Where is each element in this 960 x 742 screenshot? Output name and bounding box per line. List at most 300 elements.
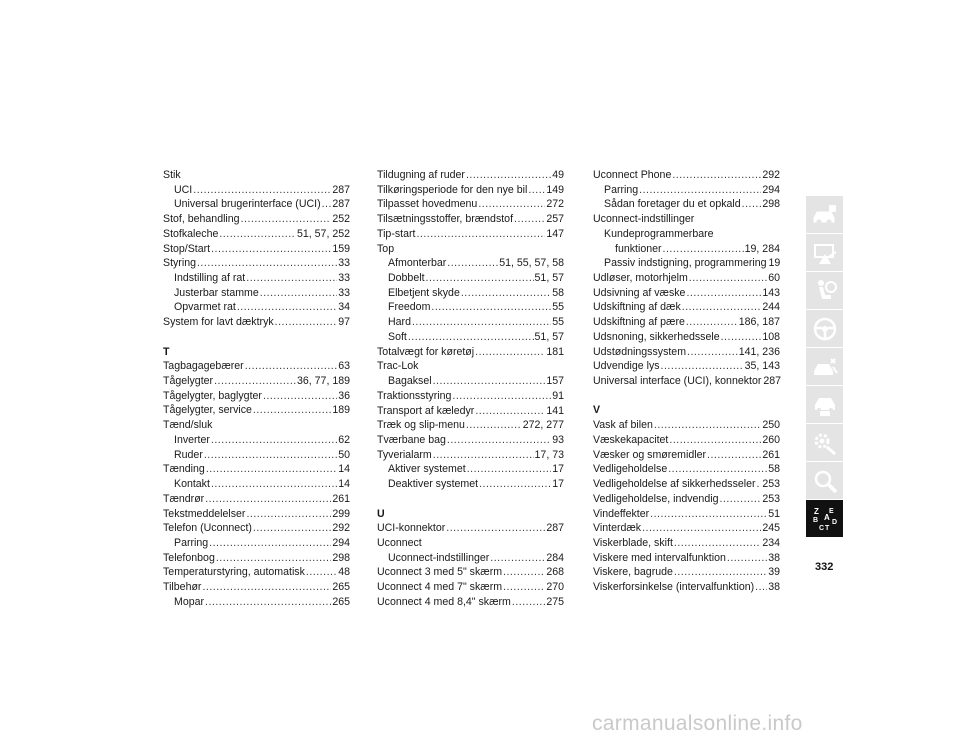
index-column-2	[377, 168, 564, 610]
index-entry	[593, 374, 780, 389]
page-reference: 38	[768, 581, 780, 594]
index-term: Tændrør	[163, 492, 205, 505]
index-column-3	[593, 168, 780, 595]
index-term: Udskiftning af pære	[593, 316, 685, 329]
index-entry	[593, 271, 780, 286]
dot-leader	[197, 256, 337, 271]
page-reference: 298	[332, 551, 350, 564]
page-reference: 19	[768, 257, 781, 270]
page-reference: 147	[546, 227, 564, 240]
index-term: Uconnect 4 med 7" skærm	[377, 581, 503, 594]
page-reference: 272, 277	[522, 419, 564, 432]
index-term: funktioner	[615, 242, 662, 255]
index-term: Udløser, motorhjelm	[593, 272, 688, 285]
page-reference: 60	[768, 272, 780, 285]
index-term: Tilpasset hovedmenu	[377, 198, 478, 211]
page-reference: 250	[762, 419, 780, 432]
dot-leader	[408, 330, 534, 345]
page-reference: 35, 143	[744, 360, 780, 373]
tab-car-crash[interactable]	[806, 348, 843, 385]
index-entry	[163, 242, 350, 257]
index-term: Vedligeholdelse	[593, 463, 668, 476]
dot-leader	[214, 374, 296, 389]
page-reference: 275	[546, 595, 564, 608]
page-reference: 33	[338, 286, 350, 299]
car-crash-icon	[811, 353, 839, 381]
index-term: Viskerforsinkelse (intervalfunktion)	[593, 581, 755, 594]
index-entry	[593, 536, 780, 551]
page-reference: 294	[762, 183, 780, 196]
index-term: Dobbelt	[388, 272, 425, 285]
index-term: Inverter	[174, 433, 210, 446]
index-term: Udsivning af væske	[593, 286, 686, 299]
dot-leader	[447, 433, 551, 448]
magnifier-icon	[811, 467, 839, 495]
page-reference: 14	[338, 478, 350, 491]
dot-leader	[650, 507, 767, 522]
page-reference: 261	[762, 448, 780, 461]
index-term: Viskere, bagrude	[593, 566, 673, 579]
dot-leader	[475, 345, 545, 360]
index-entry	[163, 580, 350, 595]
index-term: System for lavt dæktryk	[163, 316, 274, 329]
dot-leader	[674, 565, 767, 580]
dot-leader	[467, 462, 551, 477]
index-term: Uconnect 4 med 8,4" skærm	[377, 595, 511, 608]
index-entry	[163, 403, 350, 418]
page-reference: 17, 73	[534, 448, 564, 461]
index-entry	[377, 183, 564, 198]
index-letter: C	[818, 524, 824, 532]
dot-leader	[687, 345, 738, 360]
page-reference: 19, 284	[744, 242, 780, 255]
index-entry	[593, 345, 780, 360]
index-entry	[377, 433, 564, 448]
dot-leader	[479, 477, 551, 492]
index-letter: B	[812, 516, 818, 524]
dot-leader	[639, 183, 761, 198]
index-term: Tip-start	[377, 227, 416, 240]
index-term: Totalvægt for køretøj	[377, 345, 475, 358]
dot-leader	[466, 418, 522, 433]
index-entry	[377, 197, 564, 212]
dot-leader	[707, 448, 761, 463]
index-term: Indstilling af rat	[174, 272, 246, 285]
page-reference: 287	[763, 375, 782, 388]
index-entry	[163, 315, 350, 330]
dot-leader	[642, 521, 761, 536]
index-entry	[163, 433, 350, 448]
dashboard-warning-icon	[811, 239, 839, 267]
index-entry	[377, 448, 564, 463]
index-term: Udskiftning af dæk	[593, 301, 681, 314]
dot-leader	[512, 595, 545, 610]
index-term: Traktionsstyring	[377, 389, 452, 402]
dot-leader	[205, 492, 331, 507]
index-term: Viskere med intervalfunktion	[593, 551, 726, 564]
index-term: Justerbar stamme	[174, 286, 259, 299]
page-reference: 51, 57	[534, 272, 564, 285]
index-term: Tågelygter, service	[163, 404, 252, 417]
page-reference: 36	[338, 389, 350, 402]
index-term: Vedligeholdelse, indvendig	[593, 492, 719, 505]
page-reference: 299	[332, 507, 350, 520]
dot-leader	[211, 477, 337, 492]
index-entry	[377, 271, 564, 286]
page-reference: 58	[552, 286, 564, 299]
dot-leader	[246, 507, 331, 522]
page-reference: 149	[546, 183, 564, 196]
index-entry	[377, 315, 564, 330]
index-entry	[593, 418, 780, 433]
dot-leader	[211, 433, 337, 448]
dot-leader	[686, 315, 738, 330]
index-entry	[593, 565, 780, 580]
index-entry	[163, 565, 350, 580]
watermark: carmanualsonline.info	[592, 712, 803, 735]
index-term: Uconnect 3 med 5" skærm	[377, 566, 503, 579]
index-term: Transport af kæledyr	[377, 404, 475, 417]
page-reference: 50	[338, 448, 350, 461]
dot-leader	[461, 286, 551, 301]
index-entry	[163, 536, 350, 551]
page-reference: 253	[762, 492, 780, 505]
dot-leader	[466, 168, 551, 183]
index-term: Deaktiver systemet	[388, 478, 479, 491]
dot-leader	[661, 359, 744, 374]
index-entry	[163, 477, 350, 492]
index-term: Kontakt	[174, 478, 210, 491]
dot-leader	[686, 286, 761, 301]
index-term: Parring	[604, 183, 639, 196]
index-term: Tekstmeddelelser	[163, 507, 246, 520]
index-entry	[593, 183, 780, 198]
page-reference: 141, 236	[738, 345, 780, 358]
index-entry	[377, 168, 564, 183]
index-entry	[377, 227, 564, 242]
index-term: Stik	[163, 169, 181, 181]
index-entry	[593, 256, 780, 271]
page-reference: 93	[552, 433, 564, 446]
index-term: Aktiver systemet	[388, 463, 466, 476]
dot-leader	[719, 492, 761, 507]
index-entry	[377, 462, 564, 477]
index-term: Kundeprogrammerbare	[604, 227, 714, 240]
tab-airbag-seat[interactable]	[806, 272, 843, 309]
page-reference: 270	[546, 581, 564, 594]
dot-leader	[654, 418, 761, 433]
page-number: 332	[815, 561, 834, 573]
index-term: Tagbagagebærer	[163, 360, 244, 373]
dot-leader	[490, 551, 545, 566]
page-reference: 38	[768, 551, 780, 564]
index-entry	[163, 212, 350, 227]
index-term: Telefon (Uconnect)	[163, 522, 252, 535]
dot-leader	[478, 197, 545, 212]
index-entry	[593, 507, 780, 522]
index-entry	[163, 359, 350, 374]
index-entry	[593, 433, 780, 448]
index-entry	[377, 242, 564, 257]
dot-leader	[306, 565, 337, 580]
page-reference: 17	[552, 463, 564, 476]
index-entry	[593, 168, 780, 183]
index-entry	[163, 168, 350, 183]
dot-leader	[237, 300, 337, 315]
index-entry	[377, 286, 564, 301]
page-reference: 292	[332, 522, 350, 535]
index-entry	[377, 389, 564, 404]
dot-leader	[204, 448, 337, 463]
page-reference: 33	[338, 272, 350, 285]
page-reference: 265	[332, 595, 350, 608]
index-term: Soft	[388, 330, 407, 343]
dot-leader	[727, 551, 767, 566]
dot-leader	[216, 551, 331, 566]
dot-leader	[742, 197, 762, 212]
dot-leader	[668, 462, 767, 477]
dot-leader	[433, 448, 534, 463]
page-reference: 97	[338, 316, 350, 329]
index-entry	[163, 197, 350, 212]
page-reference: 49	[552, 169, 564, 181]
index-entry	[593, 227, 780, 242]
index-entry	[377, 418, 564, 433]
index-term: Træk og slip-menu	[377, 419, 465, 432]
page-reference: 17	[552, 478, 564, 491]
index-term: Universal brugerinterface (UCI)	[174, 198, 321, 211]
page-reference: 34	[338, 301, 350, 314]
index-entry	[593, 477, 780, 492]
dot-leader	[663, 242, 744, 257]
index-entry	[163, 595, 350, 610]
dot-leader	[431, 300, 551, 315]
dot-leader	[412, 315, 551, 330]
page-reference: 294	[332, 536, 350, 549]
index-term: Trac-Lok	[377, 360, 419, 373]
index-term: Uconnect-indstillinger	[388, 551, 490, 564]
index-letter-heading: V	[593, 404, 601, 417]
index-entry	[593, 197, 780, 212]
page-reference: 261	[332, 492, 350, 505]
dot-leader	[503, 565, 545, 580]
index-entry	[163, 462, 350, 477]
page-reference: 143	[762, 286, 780, 299]
page-reference: 51, 55, 57, 58	[499, 257, 564, 270]
index-term: Ruder	[174, 448, 203, 461]
index-term: Uconnect-indstillinger	[593, 213, 695, 226]
index-term: Passiv indstigning, programmering	[604, 257, 767, 270]
tab-dashboard-warning[interactable]	[806, 234, 843, 271]
page-reference: 48	[338, 566, 350, 579]
index-term: Vask af bilen	[593, 419, 653, 432]
index-term: Udstødningssystem	[593, 345, 687, 358]
page-reference: 55	[552, 316, 564, 329]
page-reference: 63	[338, 360, 350, 373]
index-entry	[593, 521, 780, 536]
page-reference: 257	[546, 213, 564, 226]
steering-wheel-icon	[811, 315, 839, 343]
index-term: Stof, behandling	[163, 213, 240, 226]
index-entry	[377, 359, 564, 374]
page-reference: 51, 57	[534, 330, 564, 343]
page-reference: 234	[762, 536, 780, 549]
dot-leader	[211, 242, 331, 257]
index-term: Udsnoning, sikkerhedssele	[593, 330, 720, 343]
dot-leader	[253, 521, 331, 536]
tab-gear-wrench[interactable]	[806, 424, 843, 461]
index-entry	[163, 271, 350, 286]
page-reference: 284	[546, 551, 564, 564]
index-entry	[163, 183, 350, 198]
index-entry	[377, 256, 564, 271]
index-entry	[377, 404, 564, 419]
index-term: Sådan foretager du et opkald	[604, 198, 741, 211]
dot-leader	[253, 403, 331, 418]
page-reference: 265	[332, 581, 350, 594]
index-entry	[163, 300, 350, 315]
dot-leader	[514, 212, 545, 227]
tab-alphabet-index[interactable]	[806, 500, 843, 537]
index-term: Tværbane bag	[377, 433, 446, 446]
dot-leader	[755, 580, 767, 595]
index-entry	[377, 536, 564, 551]
page-reference: 58	[768, 463, 780, 476]
tab-car-service[interactable]	[806, 386, 843, 423]
dot-leader	[721, 330, 762, 345]
page-reference: 51, 57, 252	[296, 227, 350, 240]
index-term: Tilkøringsperiode for den nye bil	[377, 183, 528, 196]
index-term: Styring	[163, 257, 196, 270]
dot-leader	[503, 580, 545, 595]
index-entry	[377, 330, 564, 345]
page-reference: 33	[338, 257, 350, 270]
index-term: Afmonterbar	[388, 257, 447, 270]
dot-leader	[241, 212, 332, 227]
index-term: UCI	[174, 183, 193, 196]
dot-leader	[447, 256, 498, 271]
page-reference: 268	[546, 566, 564, 579]
index-entry	[163, 418, 350, 433]
page-reference: 287	[546, 522, 564, 535]
index-entry	[163, 227, 350, 242]
index-entry	[377, 345, 564, 360]
index-entry	[377, 212, 564, 227]
index-entry	[163, 389, 350, 404]
dot-leader	[452, 389, 551, 404]
page-reference: 14	[338, 463, 350, 476]
page-reference: 181	[546, 345, 564, 358]
index-entry	[377, 565, 564, 580]
index-term: Universal interface (UCI), konnektor	[593, 375, 762, 388]
index-entry	[593, 462, 780, 477]
page-reference: 157	[546, 375, 564, 388]
page-reference: 91	[552, 389, 564, 402]
index-term: Mopar	[174, 595, 205, 608]
index-term: Elbetjent skyde	[388, 286, 460, 299]
dot-leader	[193, 183, 331, 198]
index-term: Tågelygter, baglygter	[163, 389, 262, 402]
page-reference: 189	[332, 404, 350, 417]
car-service-icon	[811, 391, 839, 419]
page-reference: 244	[762, 301, 780, 314]
index-term: Væsker og smøremidler	[593, 448, 707, 461]
index-term: Bagaksel	[388, 375, 432, 388]
page-reference: 287	[332, 183, 350, 196]
index-term: Viskerblade, skift	[593, 536, 673, 549]
index-entry	[377, 580, 564, 595]
dot-leader	[275, 315, 338, 330]
dot-leader	[689, 271, 767, 286]
index-term: Uconnect Phone	[593, 169, 672, 181]
dot-leader	[260, 286, 337, 301]
index-entry	[163, 507, 350, 522]
page-reference: 298	[762, 198, 780, 211]
index-entry	[593, 580, 780, 595]
chapter-tabs	[806, 196, 843, 538]
gear-wrench-icon	[811, 429, 839, 457]
index-entry	[377, 300, 564, 315]
page-reference: 260	[762, 433, 780, 446]
dot-leader	[682, 300, 762, 315]
index-entry	[163, 374, 350, 389]
dot-leader	[202, 580, 331, 595]
index-entry	[593, 286, 780, 301]
page-reference: 252	[332, 213, 350, 226]
index-term: UCI-konnektor	[377, 522, 446, 535]
alphabet-index-icon	[811, 505, 839, 533]
index-term: Opvarmet rat	[174, 301, 236, 314]
index-term: Tyverialarm	[377, 448, 432, 461]
index-entry	[163, 256, 350, 271]
page-reference: 159	[332, 242, 350, 255]
page-reference: 55	[552, 301, 564, 314]
dot-leader	[757, 477, 762, 492]
index-term: Tænding	[163, 463, 205, 476]
page-reference: 245	[762, 522, 780, 535]
index-column-1	[163, 168, 350, 610]
index-term: Væskekapacitet	[593, 433, 669, 446]
car-info-icon	[811, 201, 839, 229]
index-term: Udvendige lys	[593, 360, 660, 373]
index-term: Stofkaleche	[163, 227, 219, 240]
index-entry	[163, 492, 350, 507]
index-entry	[593, 551, 780, 566]
index-entry	[593, 330, 780, 345]
index-entry	[163, 551, 350, 566]
page-reference: 272	[546, 198, 564, 211]
index-letter-heading: U	[377, 507, 385, 520]
index-entry	[593, 492, 780, 507]
index-entry	[377, 551, 564, 566]
index-entry	[163, 521, 350, 536]
tab-car-info[interactable]	[806, 196, 843, 233]
page-reference: 36, 77, 189	[296, 375, 350, 388]
tab-magnifier[interactable]	[806, 462, 843, 499]
index-letter: A	[823, 512, 830, 522]
index-term: Uconnect	[377, 536, 422, 549]
index-term: Vedligeholdelse af sikkerhedsseler	[593, 478, 756, 491]
page-reference: 141	[546, 404, 564, 417]
dot-leader	[475, 404, 545, 419]
airbag-seat-icon	[811, 277, 839, 305]
index-term: Tilsætningsstoffer, brændstof	[377, 213, 514, 226]
dot-leader	[245, 359, 338, 374]
index-term: Vinterdæk	[593, 522, 642, 535]
index-term: Telefonbog	[163, 551, 215, 564]
tab-steering-wheel[interactable]	[806, 310, 843, 347]
index-entry	[593, 448, 780, 463]
